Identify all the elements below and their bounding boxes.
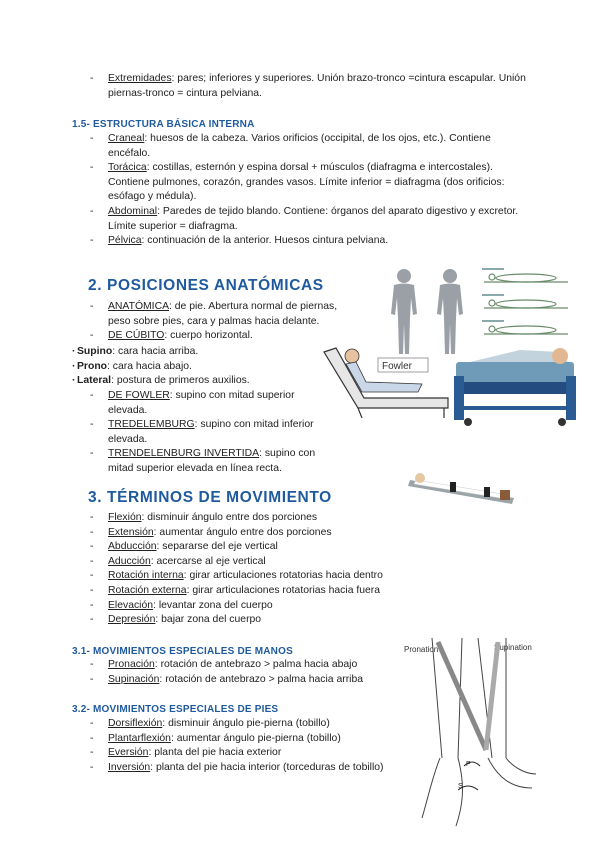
list-item xyxy=(72,345,332,360)
term: Depresión xyxy=(108,614,156,626)
term: Supinación xyxy=(108,673,160,685)
list-item xyxy=(88,234,528,249)
term: Lateral xyxy=(77,375,112,387)
section-1-5-list xyxy=(88,132,528,249)
fowler-label: Fowler xyxy=(382,361,413,372)
list-item xyxy=(88,673,398,688)
term: Abducción xyxy=(108,541,157,553)
term: Prono xyxy=(77,360,108,372)
definition: : rotación de antebrazo > palma hacia abajo xyxy=(154,659,358,670)
term: Torácica xyxy=(108,162,147,174)
p-label: P xyxy=(466,761,471,768)
list-item xyxy=(88,732,408,747)
list-item xyxy=(88,418,322,447)
definition: : costillas, esternón y espina dorsal + músculos (diafragma e intercostales). Contiene pulmones, corazón, grandes vasos. Límite inferior = diafragma (dos orificios: esófago y médula). xyxy=(108,162,505,203)
definition: : disminuir ángulo entre dos porciones xyxy=(141,512,318,523)
supine-positions-list xyxy=(72,345,332,389)
list-item xyxy=(88,72,528,101)
term: ANATÓMICA xyxy=(108,301,169,312)
section-2-list-a xyxy=(88,300,360,344)
list-item xyxy=(88,540,428,555)
definition: : cuerpo horizontal. xyxy=(164,330,253,342)
definition: : girar articulaciones rotatorias hacia dentro xyxy=(183,570,383,582)
definition: : levantar zona del cuerpo xyxy=(153,599,273,611)
intro-list xyxy=(88,72,528,101)
definition: : acercarse al eje vertical xyxy=(150,555,266,567)
list-item xyxy=(88,613,428,628)
term: Aducción xyxy=(108,555,151,567)
definition: : pares; inferiores y superiores. Unión brazo-tronco =cintura escapular. Unión piernas-tronco = cintura pelviana. xyxy=(108,73,526,99)
definition: : supino con mitad superior elevada en línea recta. xyxy=(108,448,316,474)
definition: : de pie. Abertura normal de piernas, peso sobre pies, cara y palmas hacia delante. xyxy=(108,301,338,327)
list-item xyxy=(88,599,428,614)
list-item xyxy=(72,374,332,389)
list-item xyxy=(88,329,360,344)
term: Extensión xyxy=(108,526,154,538)
term: Inversión xyxy=(108,761,151,773)
section-2-list-b xyxy=(88,389,322,477)
definition: : cara hacia abajo. xyxy=(107,360,192,372)
pronation-label: Pronation xyxy=(404,645,439,654)
lying-positions-figure xyxy=(478,264,578,344)
list-item xyxy=(88,761,408,776)
term: Rotación externa xyxy=(108,584,187,596)
pronation-supination-figure xyxy=(402,638,540,830)
definition: : cara hacia arriba. xyxy=(112,346,199,357)
definition: : Paredes de tejido blando. Contiene: órganos del aparato digestivo y excretor. Límite superior = diafragma. xyxy=(108,205,519,232)
definition: : planta del pie hacia exterior xyxy=(148,747,282,759)
list-item xyxy=(88,161,528,205)
list-item xyxy=(88,132,528,161)
s-label: S xyxy=(458,783,463,790)
definition: : rotación de antebrazo > palma hacia arriba xyxy=(159,673,364,685)
list-item xyxy=(88,300,360,329)
section-3-1-list xyxy=(88,658,398,687)
definition: : separarse del eje vertical xyxy=(156,541,278,553)
list-item xyxy=(72,360,332,375)
list-item xyxy=(88,511,428,526)
term: Extremidades xyxy=(108,73,172,84)
section-3-list xyxy=(88,511,428,628)
list-item xyxy=(88,584,428,599)
definition: : girar articulaciones rotatorias hacia fuera xyxy=(186,584,381,596)
term: Abdominal xyxy=(108,205,158,217)
list-item xyxy=(88,447,322,476)
section-heading-1-5: 1.5- ESTRUCTURA BÁSICA INTERNA xyxy=(72,119,255,130)
term: Rotación interna xyxy=(108,570,184,582)
term: Dorsiflexión xyxy=(108,718,163,729)
fowler-position-figure xyxy=(322,338,452,422)
list-item xyxy=(88,555,428,570)
trendelenburg-figure xyxy=(406,470,518,510)
definition: : supino con mitad superior elevada. xyxy=(108,390,295,416)
definition: : huesos de la cabeza. Varios orificios (occipital, de los ojos, etc.). Contiene encéfalo. xyxy=(108,133,491,159)
term: TREDELEMBURG xyxy=(108,419,195,431)
definition: : aumentar ángulo pie-pierna (tobillo) xyxy=(170,732,341,744)
supination-label: Supination xyxy=(494,643,532,652)
term: TRENDELENBURG INVERTIDA xyxy=(108,448,260,460)
list-item xyxy=(88,205,528,234)
term: Craneal xyxy=(108,133,145,144)
section-3-2-list xyxy=(88,717,408,775)
term: Elevación xyxy=(108,599,154,611)
term: Pronación xyxy=(108,659,155,670)
term: DE CÚBITO xyxy=(108,330,165,342)
term: DE FOWLER xyxy=(108,390,170,401)
definition: : continuación de la anterior. Huesos cintura pelviana. xyxy=(141,235,389,247)
list-item xyxy=(88,389,322,418)
definition: : aumentar ángulo entre dos porciones xyxy=(153,526,332,538)
section-heading-3-2: 3.2- MOVIMIENTOS ESPECIALES DE PIES xyxy=(72,704,279,715)
definition: : planta del pie hacia interior (torceduras de tobillo) xyxy=(150,761,384,773)
section-heading-3: 3. TÉRMINOS DE MOVIMIENTO xyxy=(88,489,332,506)
list-item xyxy=(88,526,428,541)
definition: : supino con mitad inferior elevada. xyxy=(108,419,314,445)
definition: : bajar zona del cuerpo xyxy=(155,614,262,626)
section-heading-3-1: 3.1- MOVIMIENTOS ESPECIALES DE MANOS xyxy=(72,646,293,657)
list-item xyxy=(88,658,398,673)
hospital-bed-figure xyxy=(450,346,580,428)
definition: : disminuir ángulo pie-pierna (tobillo) xyxy=(162,718,330,729)
list-item xyxy=(88,717,408,732)
term: Pélvica xyxy=(108,235,142,247)
definition: : postura de primeros auxilios. xyxy=(111,375,250,387)
list-item xyxy=(88,569,428,584)
term: Plantarflexión xyxy=(108,732,171,744)
term: Flexión xyxy=(108,512,142,523)
term: Eversión xyxy=(108,747,149,759)
section-heading-2: 2. POSICIONES ANATÓMICAS xyxy=(88,277,324,294)
list-item xyxy=(88,746,408,761)
term: Supino xyxy=(77,346,113,357)
